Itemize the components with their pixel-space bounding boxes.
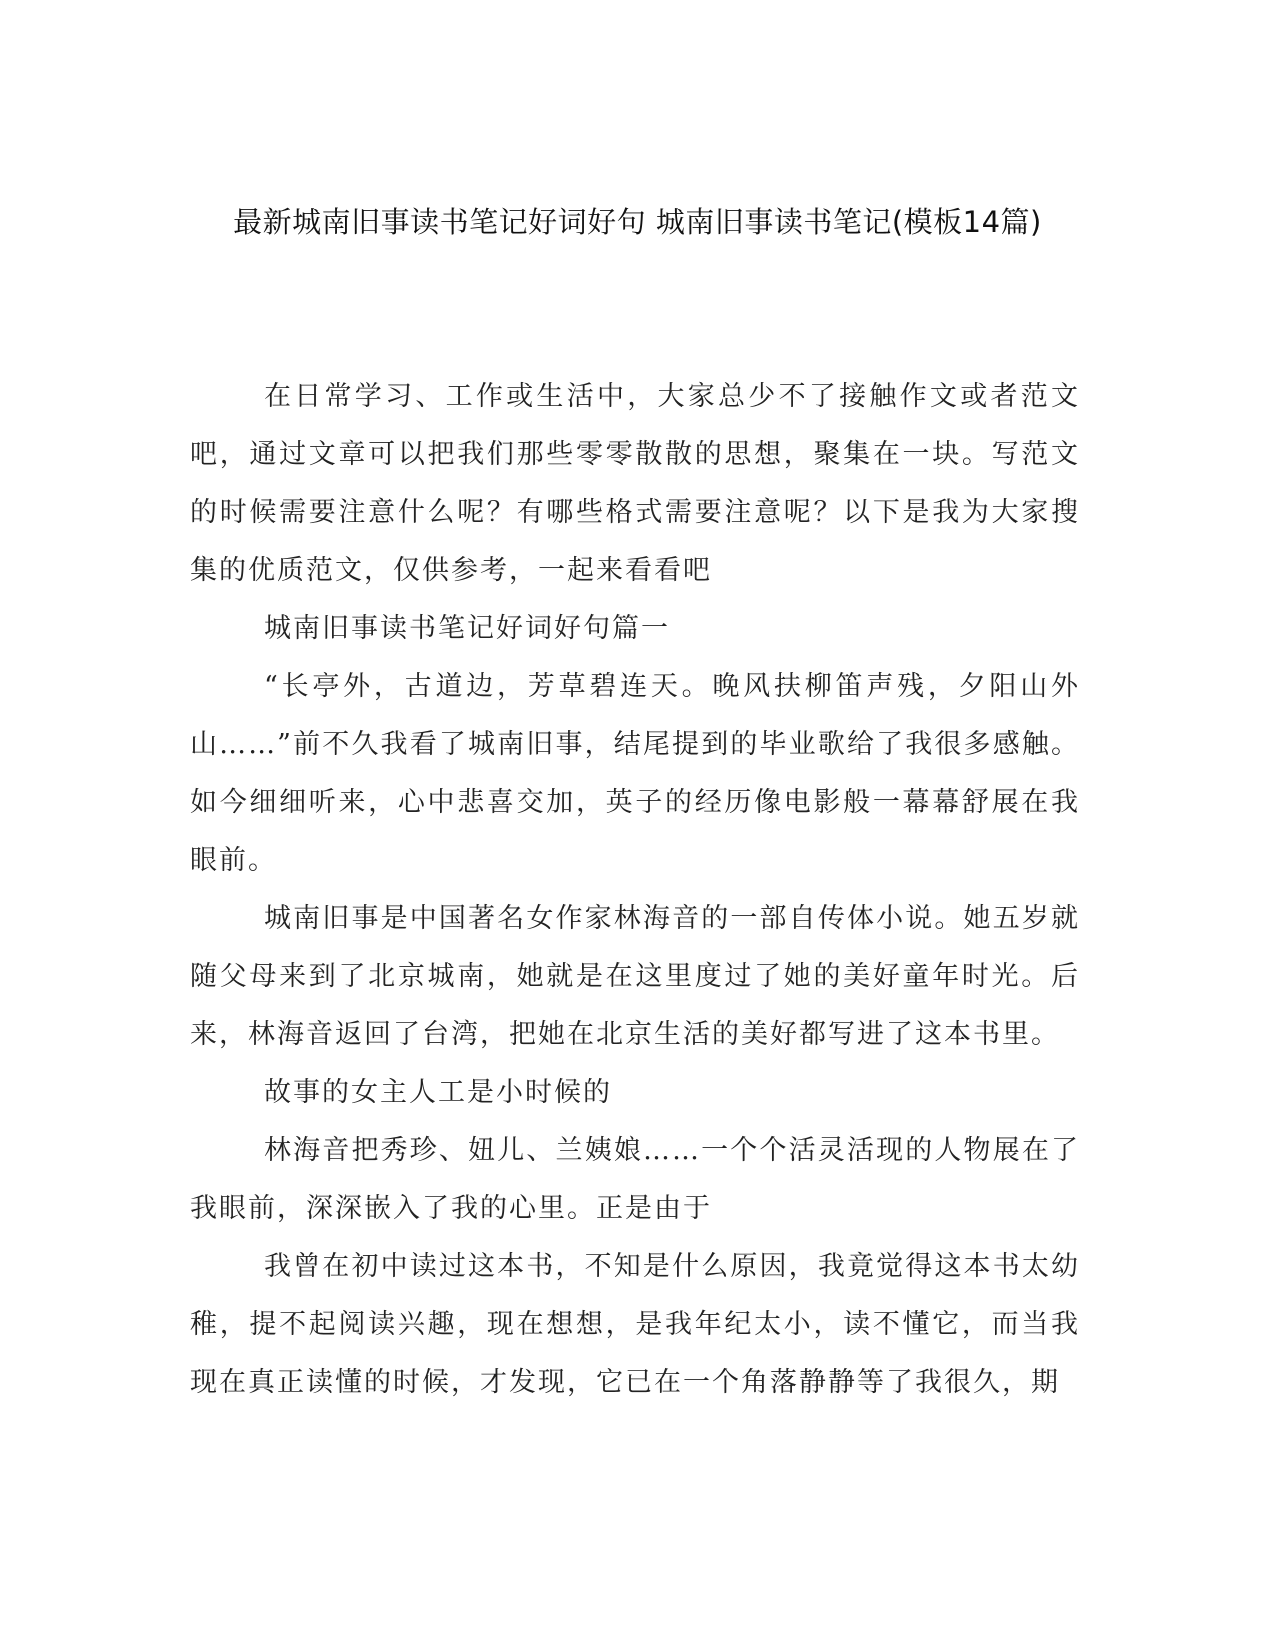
paragraph: 我曾在初中读过这本书，不知是什么原因，我竟觉得这本书太幼稚，提不起阅读兴趣，现在想想，是我年纪太小，读不懂它，而当我现在真正读懂的时候，才发现，它已在一个角落静静等了我很久，期 (190, 1251, 1080, 1398)
paragraph: 城南旧事是中国著名女作家林海音的一部自传体小说。她五岁就随父母来到了北京城南，她就是在这里度过了她的美好童年时光。后来，林海音返回了台湾，把她在北京生活的美好都写进了这本书里。 (190, 903, 1080, 1050)
section-heading: 城南旧事读书笔记好词好句篇一 (264, 613, 670, 644)
document-body (190, 368, 1080, 1412)
paragraph: 林海音把秀珍、妞儿、兰姨娘……一个个活灵活现的人物展在了我眼前，深深嵌入了我的心里。正是由于 (190, 1135, 1080, 1224)
paragraph: 在日常学习、工作或生活中，大家总少不了接触作文或者范文吧，通过文章可以把我们那些零零散散的思想，聚集在一块。写范文的时候需要注意什么呢？有哪些格式需要注意呢？以下是我为大家搜集的优质范文，仅供参考，一起来看看吧 (190, 381, 1080, 586)
document-title: 最新城南旧事读书笔记好词好句 城南旧事读书笔记(模板14篇) (233, 205, 1042, 239)
paragraph: “长亭外，古道边，芳草碧连天。晚风扶柳笛声残，夕阳山外山……”前不久我看了城南旧事，结尾提到的毕业歌给了我很多感触。如今细细听来，心中悲喜交加，英子的经历像电影般一幕幕舒展在我眼前。 (190, 671, 1080, 876)
paragraph: 故事的女主人工是小时候的 (264, 1077, 612, 1108)
